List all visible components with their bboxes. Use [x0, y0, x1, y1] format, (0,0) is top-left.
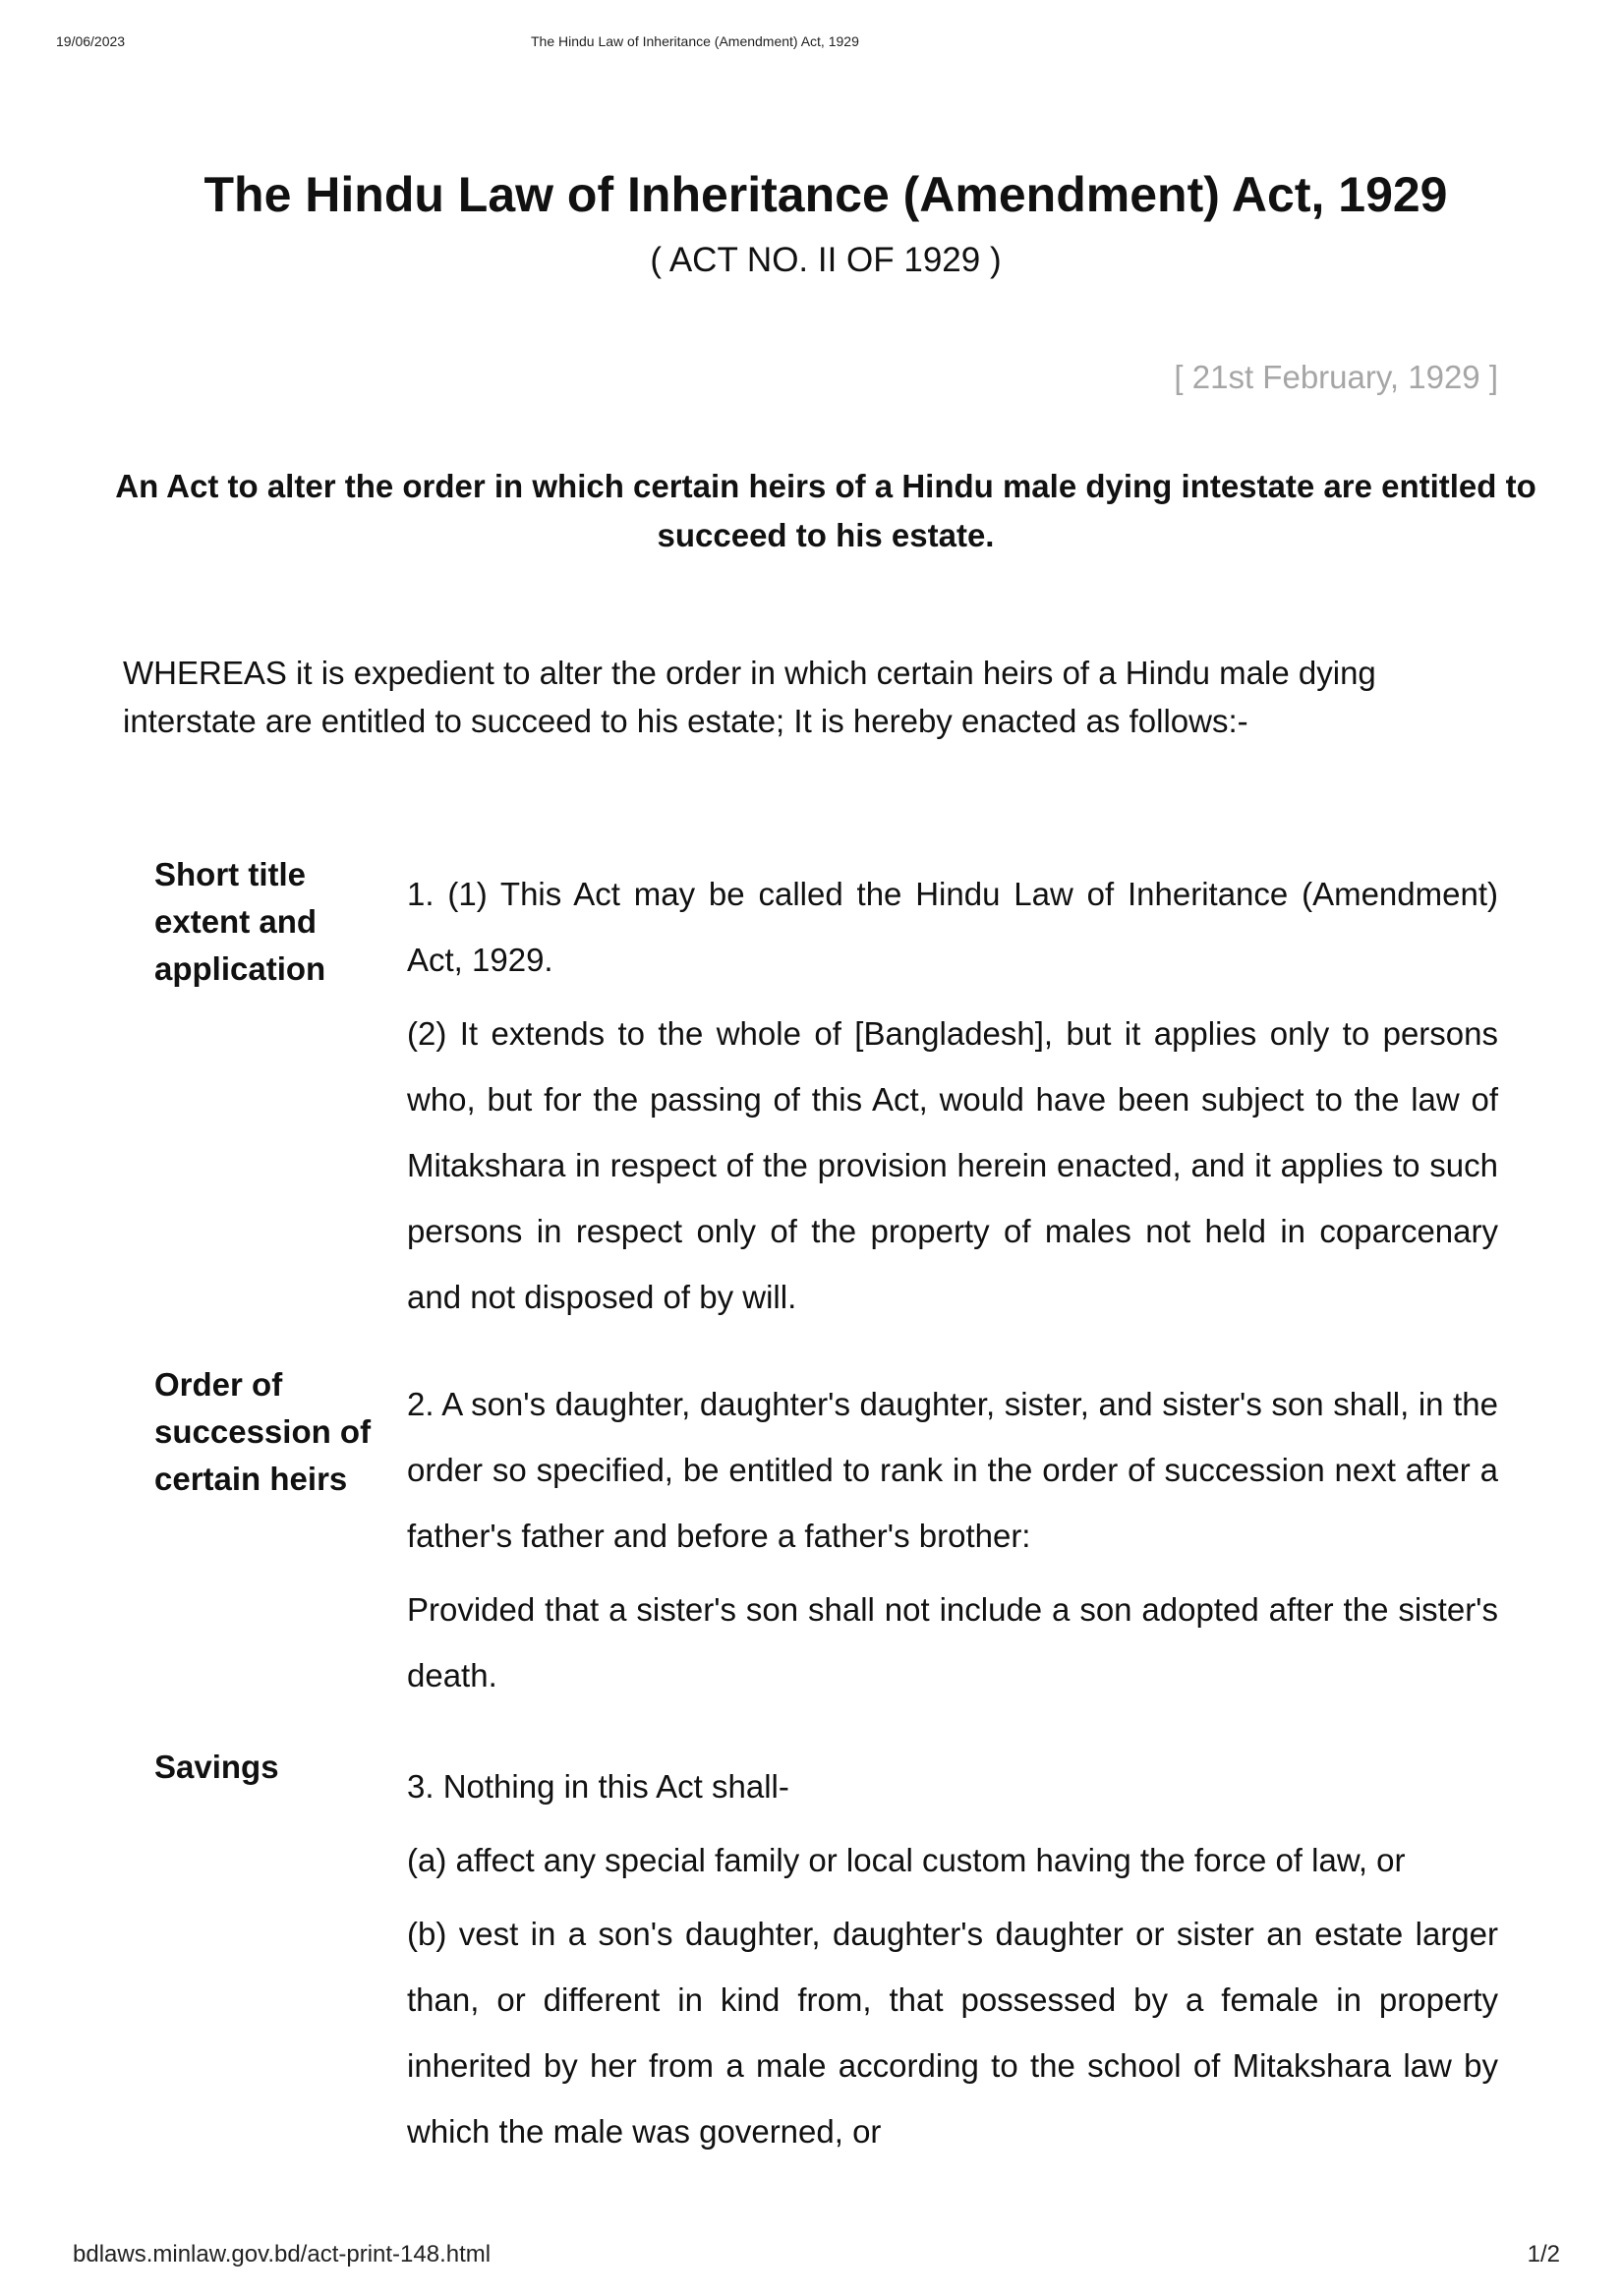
print-header	[56, 33, 1570, 53]
document-title: The Hindu Law of Inheritance (Amendment) Act, 1929	[203, 167, 1448, 222]
section-paragraph: Provided that a sister's son shall not include a son adopted after the sister's death.	[407, 1591, 1498, 1693]
page-number: 1/2	[1527, 2241, 1560, 2267]
section-heading: Order of succession of certain heirs	[154, 1366, 372, 1497]
section-paragraph: 2. A son's daughter, daughter's daughter, sister, and sister's son shall, in the order so specified, be entitled to rank in the order of succession next after a father's father and before a father's brother:	[407, 1386, 1498, 1554]
print-title: The Hindu Law of Inheritance (Amendment) Act, 1929	[531, 33, 859, 49]
section-paragraph: 3. Nothing in this Act shall-	[407, 1768, 789, 1805]
print-date: 19/06/2023	[56, 33, 126, 49]
section-paragraph: (a) affect any special family or local custom having the force of law, or	[407, 1842, 1406, 1878]
long-title: An Act to alter the order in which certain heirs of a Hindu male dying intestate are entitled to succeed to his estate.	[115, 468, 1536, 553]
section-body	[407, 1371, 1498, 1716]
act-number: ( ACT NO. II OF 1929 )	[650, 241, 1002, 279]
section-heading: Short title extent and application	[154, 856, 326, 987]
preamble: WHEREAS it is expedient to alter the order in which certain heirs of a Hindu male dying interstate are entitled to succeed to his estate; It is hereby enacted as follows:-	[123, 655, 1376, 739]
section-body	[407, 1753, 1498, 2172]
section-body	[407, 861, 1498, 1338]
section-paragraph: (2) It extends to the whole of [Bangladesh], but it applies only to persons who, but for the passing of this Act, would have been subject to the law of Mitakshara in respect of the provision herein enacted, and it applies to such persons in respect only of the property of males not held in coparcenary and not disposed of by will.	[407, 1015, 1498, 1315]
section-paragraph: 1. (1) This Act may be called the Hindu Law of Inheritance (Amendment) Act, 1929.	[407, 876, 1498, 978]
section-heading: Savings	[154, 1749, 279, 1785]
act-date: [ 21st February, 1929 ]	[1174, 359, 1498, 395]
section-paragraph: (b) vest in a son's daughter, daughter's daughter or sister an estate larger than, or different in kind from, that possessed by a female in property inherited by her from a male according to the school of Mitakshara law by which the male was governed, or	[407, 1916, 1498, 2150]
footer-url: bdlaws.minlaw.gov.bd/act-print-148.html	[73, 2241, 492, 2267]
